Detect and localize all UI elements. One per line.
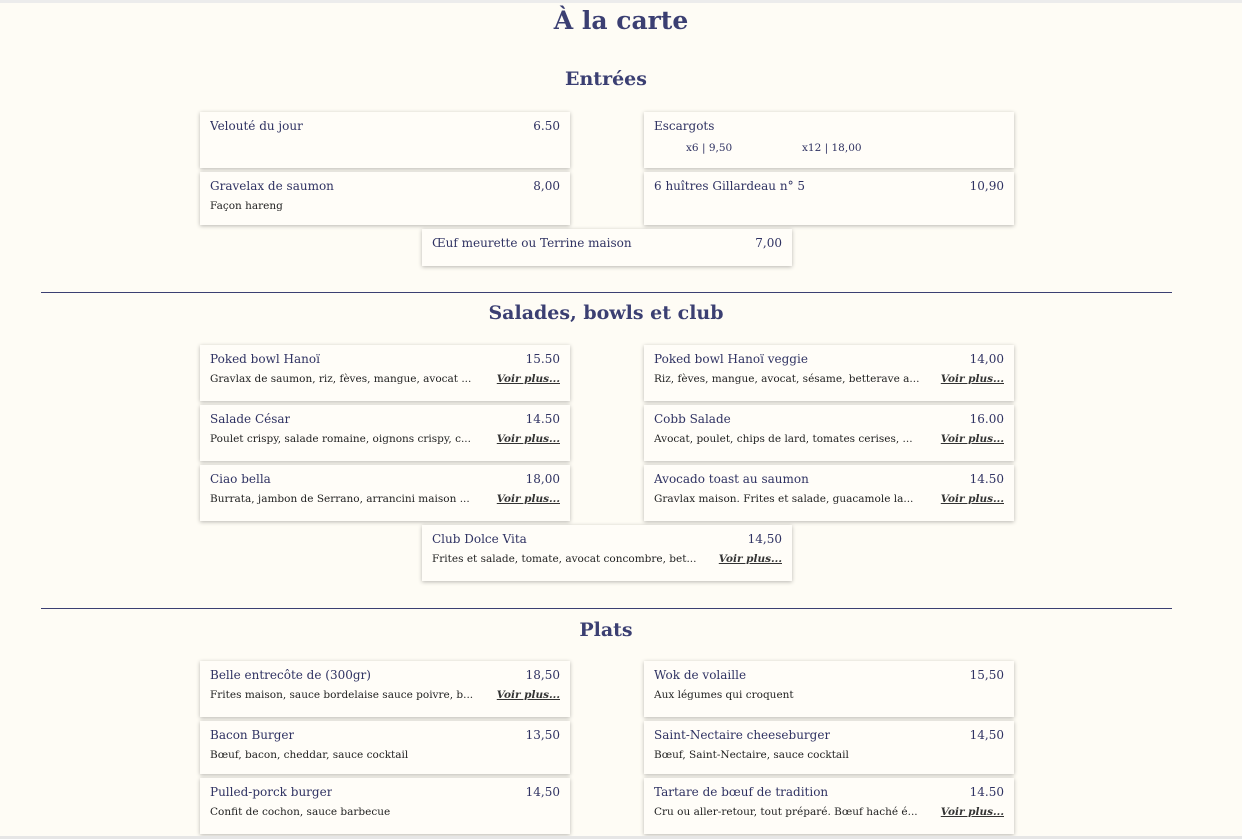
item-price: 14,00 xyxy=(969,352,1004,366)
item-description: Bœuf, bacon, cheddar, sauce cocktail xyxy=(210,749,409,761)
menu-item-card[interactable] xyxy=(422,525,792,581)
item-description: Gravlax de saumon, riz, fèves, mangue, avocat ... xyxy=(210,373,472,385)
menu-item-card[interactable] xyxy=(200,405,570,461)
see-more-link[interactable]: Voir plus... xyxy=(940,433,1004,445)
menu-item-card[interactable] xyxy=(644,345,1014,401)
menu-item-card[interactable] xyxy=(200,778,570,834)
see-more-link[interactable]: Voir plus... xyxy=(940,806,1004,818)
item-name: Belle entrecôte de (300gr) xyxy=(210,668,371,682)
item-price: 16.00 xyxy=(969,412,1004,426)
item-description: Avocat, poulet, chips de lard, tomates cerises, ... xyxy=(654,433,913,445)
item-price: 14,50 xyxy=(747,532,782,546)
menu-item-card[interactable] xyxy=(644,172,1014,225)
item-name: Œuf meurette ou Terrine maison xyxy=(432,236,632,250)
item-option: x6 | 9,50 xyxy=(686,142,733,154)
item-description: Poulet crispy, salade romaine, oignons crispy, c... xyxy=(210,433,471,445)
page-title: À la carte xyxy=(553,6,689,35)
item-description: Riz, fèves, mangue, avocat, sésame, betterave a... xyxy=(654,373,920,385)
item-name: Cobb Salade xyxy=(654,412,731,426)
item-description: Burrata, jambon de Serrano, arrancini maison ... xyxy=(210,493,470,505)
item-name: Poked bowl Hanoï veggie xyxy=(654,352,808,366)
see-more-link[interactable]: Voir plus... xyxy=(496,373,560,385)
item-price: 13,50 xyxy=(525,728,560,742)
section-title-entrees: Entrées xyxy=(565,68,647,90)
menu-item-card[interactable] xyxy=(644,661,1014,717)
item-name: Bacon Burger xyxy=(210,728,295,742)
menu-item-card[interactable] xyxy=(644,112,1014,168)
see-more-link[interactable]: Voir plus... xyxy=(496,689,560,701)
section-title-plats: Plats xyxy=(579,619,633,641)
item-description: Confit de cochon, sauce barbecue xyxy=(210,806,391,818)
item-name: Tartare de bœuf de tradition xyxy=(654,785,829,799)
item-price: 18,50 xyxy=(525,668,560,682)
item-price: 14.50 xyxy=(969,785,1004,799)
menu-item-card[interactable] xyxy=(644,778,1014,834)
item-name: Poked bowl Hanoï xyxy=(210,352,320,366)
item-description: Façon hareng xyxy=(210,200,283,212)
item-price: 15,50 xyxy=(969,668,1004,682)
item-name: Escargots xyxy=(654,119,715,133)
item-name: Wok de volaille xyxy=(654,668,747,682)
item-name: Pulled-porck burger xyxy=(210,785,333,799)
see-more-link[interactable]: Voir plus... xyxy=(718,553,782,565)
menu-item-card[interactable] xyxy=(644,405,1014,461)
item-price: 10,90 xyxy=(969,179,1004,193)
see-more-link[interactable]: Voir plus... xyxy=(940,493,1004,505)
item-price: 8,00 xyxy=(533,179,560,193)
item-name: Ciao bella xyxy=(210,472,271,486)
section-divider xyxy=(41,292,1172,293)
item-name: Club Dolce Vita xyxy=(432,532,527,546)
item-price: 18,00 xyxy=(525,472,560,486)
menu-item-card[interactable] xyxy=(200,465,570,521)
see-more-link[interactable]: Voir plus... xyxy=(940,373,1004,385)
item-option: x12 | 18,00 xyxy=(802,142,862,154)
item-name: Salade César xyxy=(210,412,291,426)
item-name: Velouté du jour xyxy=(210,119,303,133)
see-more-link[interactable]: Voir plus... xyxy=(496,433,560,445)
menu-item-card[interactable] xyxy=(644,465,1014,521)
item-description: Frites et salade, tomate, avocat concombre, bet... xyxy=(432,553,697,565)
menu-item-card[interactable] xyxy=(200,721,570,774)
item-price: 7,00 xyxy=(755,236,782,250)
item-description: Gravlax maison. Frites et salade, guacamole la... xyxy=(654,493,914,505)
menu-item-card[interactable] xyxy=(644,721,1014,774)
item-name: 6 huîtres Gillardeau n° 5 xyxy=(654,179,806,193)
item-price: 15.50 xyxy=(525,352,560,366)
item-description: Bœuf, Saint-Nectaire, sauce cocktail xyxy=(654,749,849,761)
section-divider xyxy=(41,608,1172,609)
item-description: Cru ou aller-retour, tout préparé. Bœuf haché é... xyxy=(654,806,918,818)
item-price: 14.50 xyxy=(969,472,1004,486)
item-price: 14,50 xyxy=(969,728,1004,742)
item-name: Gravelax de saumon xyxy=(210,179,334,193)
see-more-link[interactable]: Voir plus... xyxy=(496,493,560,505)
item-description: Frites maison, sauce bordelaise sauce poivre, b... xyxy=(210,689,474,701)
menu-item-card[interactable] xyxy=(422,229,792,266)
item-description: Aux légumes qui croquent xyxy=(654,689,794,701)
item-price: 14,50 xyxy=(525,785,560,799)
menu-item-card[interactable] xyxy=(200,345,570,401)
menu-item-card[interactable] xyxy=(200,661,570,717)
item-price: 6.50 xyxy=(533,119,560,133)
item-price: 14.50 xyxy=(525,412,560,426)
menu-item-card[interactable] xyxy=(200,172,570,225)
item-name: Saint-Nectaire cheeseburger xyxy=(654,728,831,742)
menu-item-card[interactable] xyxy=(200,112,570,168)
item-name: Avocado toast au saumon xyxy=(654,472,809,486)
section-title-salades: Salades, bowls et club xyxy=(488,302,724,324)
